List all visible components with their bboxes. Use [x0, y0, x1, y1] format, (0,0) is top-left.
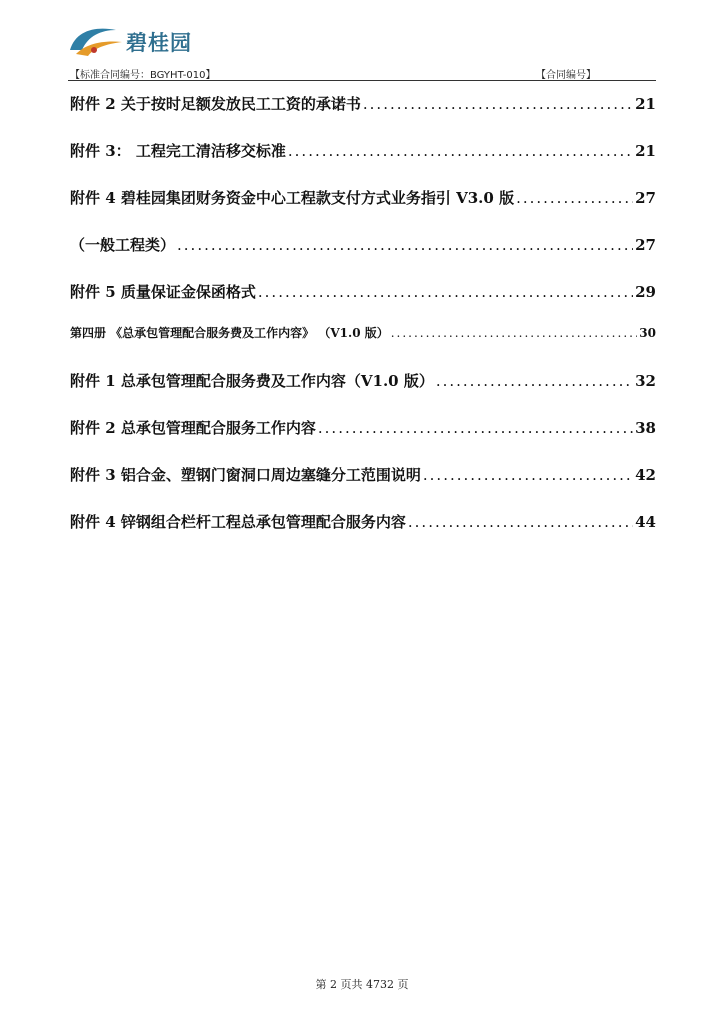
- toc-entry-page: 32: [635, 372, 656, 390]
- toc-entry-title: 附件 2 关于按时足额发放民工工资的承诺书: [70, 95, 361, 113]
- toc-entry[interactable]: [70, 361, 656, 408]
- page-footer: 第 2 页共 4732 页: [315, 978, 409, 991]
- toc-leader-dots: [258, 272, 633, 312]
- toc-leader-dots: [318, 408, 633, 448]
- toc-entry[interactable]: [70, 272, 656, 319]
- toc-entry-title: 附件 5 质量保证金保函格式: [70, 283, 256, 301]
- header-divider: [68, 80, 656, 81]
- toc-entry-volume[interactable]: [70, 319, 656, 361]
- toc-entry[interactable]: [70, 84, 656, 131]
- toc-leader-dots: [177, 225, 633, 265]
- toc-entry-page: 42: [635, 466, 656, 484]
- toc-entry-page: 30: [639, 326, 656, 340]
- toc-entry-title: 附件 1 总承包管理配合服务费及工作内容（V1.0 版）: [70, 372, 434, 390]
- toc-entry-title: 附件 2 总承包管理配合服务工作内容: [70, 419, 316, 437]
- standard-contract-number: 【标准合同编号：BGYHT-010】: [70, 70, 216, 81]
- toc-entry-title: 第四册 《总承包管理配合服务费及工作内容》 （V1.0 版）: [70, 326, 389, 340]
- toc-entry[interactable]: [70, 455, 656, 502]
- toc-entry-title: 附件 4 锌钢组合栏杆工程总承包管理配合服务内容: [70, 513, 406, 531]
- toc-entry[interactable]: [70, 178, 656, 225]
- toc-entry[interactable]: [70, 131, 656, 178]
- toc-leader-dots: [408, 502, 633, 542]
- toc-leader-dots: [516, 178, 633, 218]
- toc-entry-page: 38: [635, 419, 656, 437]
- toc-leader-dots: [363, 84, 633, 124]
- toc-entry-title: （一般工程类）: [70, 236, 176, 254]
- toc-entry[interactable]: [70, 225, 656, 272]
- toc-entry[interactable]: [70, 408, 656, 455]
- table-of-contents: [70, 84, 656, 549]
- toc-entry-page: 21: [635, 95, 656, 113]
- toc-entry-page: 44: [635, 513, 656, 531]
- logo-swirl-icon: [66, 20, 126, 60]
- toc-leader-dots: [391, 319, 638, 347]
- toc-entry-title: 附件 3 铝合金、塑钢门窗洞口周边塞缝分工范围说明: [70, 466, 421, 484]
- toc-entry-page: 27: [635, 236, 656, 254]
- toc-entry-page: 29: [635, 283, 656, 301]
- toc-entry-title: 附件 3： 工程完工清洁移交标准: [70, 142, 286, 160]
- toc-entry-page: 21: [635, 142, 656, 160]
- contract-number-label: 【合同编号】: [536, 70, 596, 81]
- logo-text: 碧桂园: [126, 31, 192, 55]
- toc-leader-dots: [436, 361, 633, 401]
- toc-entry[interactable]: [70, 502, 656, 549]
- toc-entry-page: 27: [635, 189, 656, 207]
- toc-leader-dots: [288, 131, 633, 171]
- toc-leader-dots: [423, 455, 633, 495]
- toc-entry-title: 附件 4 碧桂园集团财务资金中心工程款支付方式业务指引 V3.0 版: [70, 189, 515, 207]
